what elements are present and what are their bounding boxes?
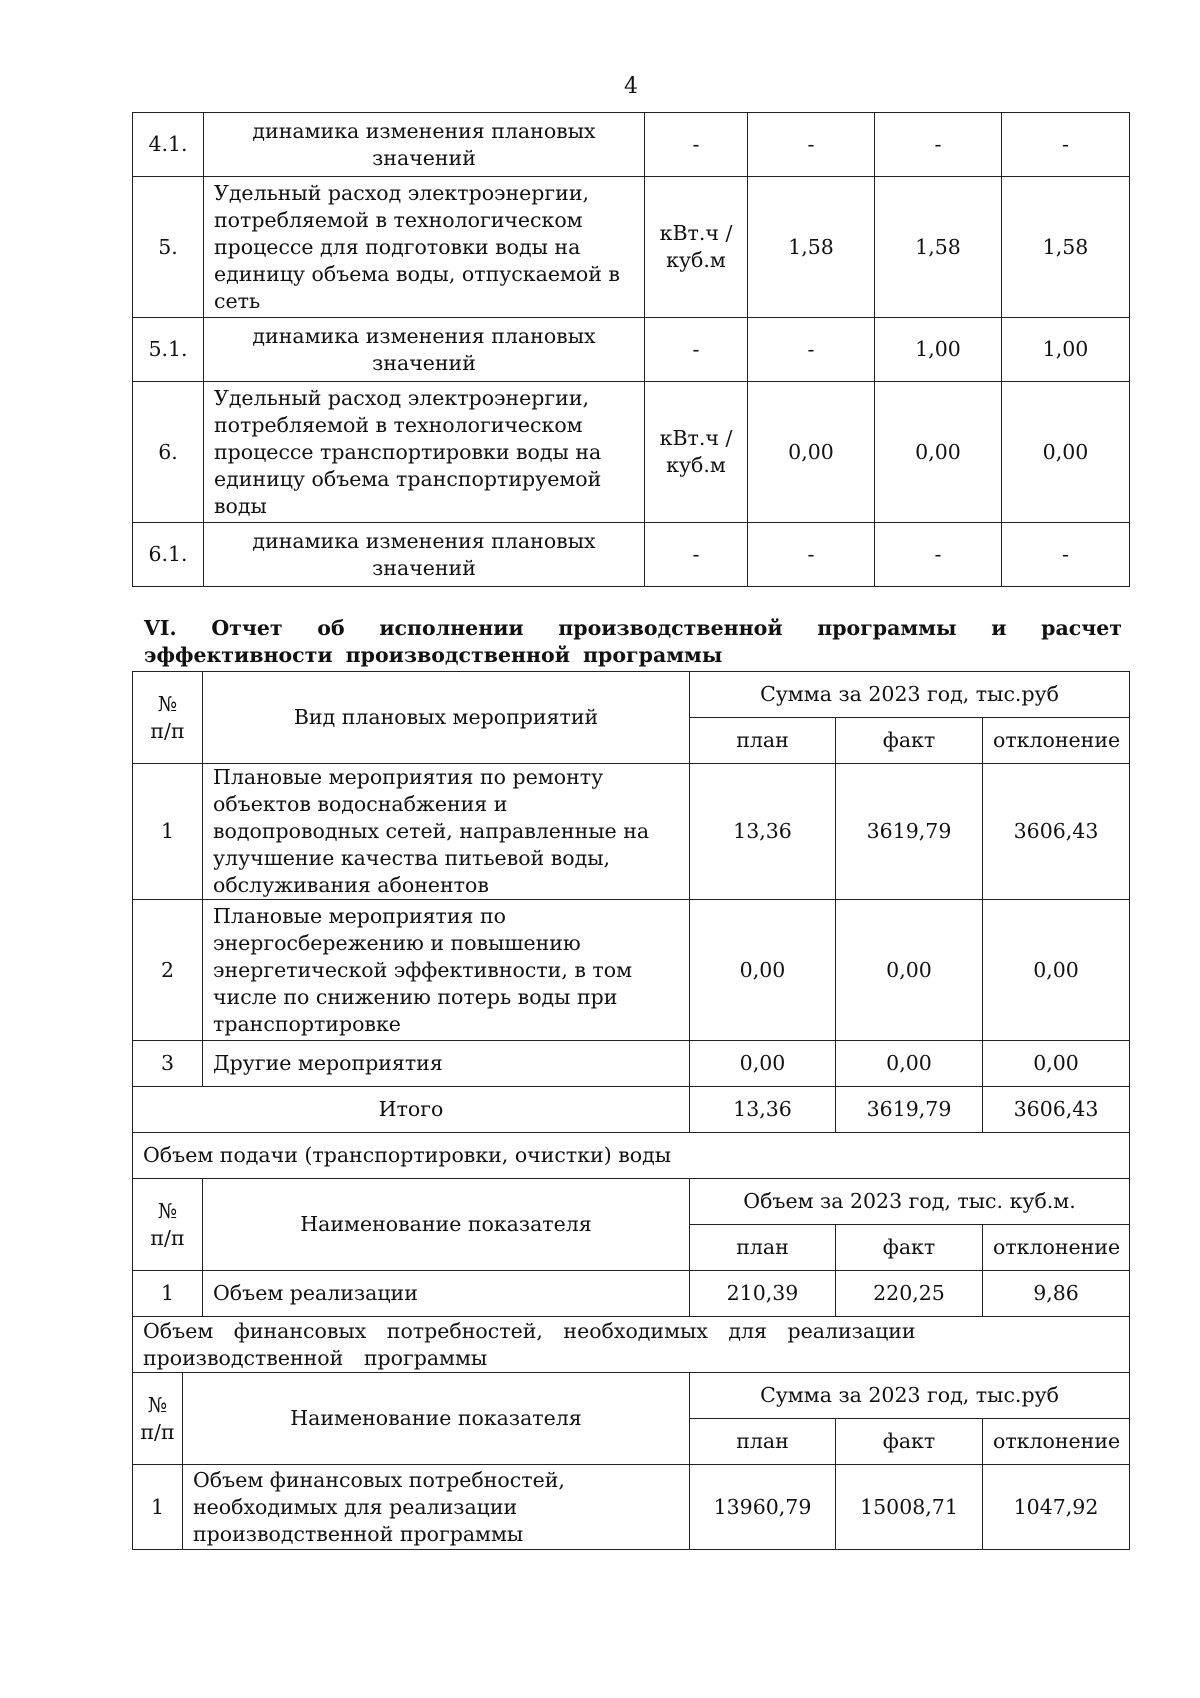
indicator-name: динамика изменения плановых значений: [204, 318, 645, 382]
header-plan: план: [690, 718, 836, 764]
deviation-value: 0,00: [983, 1041, 1130, 1087]
total-plan: 13,36: [690, 1087, 836, 1133]
table-header-row: [133, 1373, 1130, 1419]
value-cell: -: [1002, 113, 1130, 177]
header-fact: факт: [836, 718, 983, 764]
header-fact: факт: [836, 1419, 983, 1465]
table-row: [133, 1041, 1130, 1087]
unit: -: [645, 523, 748, 587]
plan-value: 13,36: [690, 764, 836, 900]
activity-name: Другие мероприятия: [203, 1041, 690, 1087]
row-number: 1: [133, 1465, 183, 1550]
header-number: № п/п: [133, 1179, 203, 1271]
value-cell: 0,00: [875, 382, 1002, 523]
activity-name: Плановые мероприятия по ремонту объектов водоснабжения и водопроводных сетей, направленные на улучшение качества питьевой воды, обслуживания абонентов: [203, 764, 690, 900]
table-row: [133, 523, 1130, 587]
header-plan: план: [690, 1419, 836, 1465]
table-row: [133, 318, 1130, 382]
value-cell: 1,58: [748, 177, 875, 318]
unit: кВт.ч / куб.м: [645, 382, 748, 523]
value-cell: 1,00: [875, 318, 1002, 382]
indicator-name: динамика изменения плановых значений: [204, 113, 645, 177]
header-number: № п/п: [133, 1373, 183, 1465]
plan-value: 0,00: [690, 900, 836, 1041]
volume-caption-row: [133, 1133, 1130, 1179]
plan-value: 13960,79: [690, 1465, 836, 1550]
header-indicator-name: Наименование показателя: [183, 1373, 690, 1465]
value-cell: 1,58: [1002, 177, 1130, 318]
table-row: [133, 177, 1130, 318]
deviation-value: 1047,92: [983, 1465, 1130, 1550]
header-number: № п/п: [133, 672, 203, 764]
deviation-value: 0,00: [983, 900, 1130, 1041]
report-table: [132, 671, 1130, 1550]
row-number: 2: [133, 900, 203, 1041]
value-cell: 0,00: [1002, 382, 1130, 523]
fact-value: 0,00: [836, 900, 983, 1041]
header-deviation: отклонение: [983, 1419, 1130, 1465]
total-row: [133, 1087, 1130, 1133]
table-row: [133, 382, 1130, 523]
value-cell: -: [875, 113, 1002, 177]
row-number: 5.: [133, 177, 204, 318]
table-row: [133, 113, 1130, 177]
fact-value: 3619,79: [836, 764, 983, 900]
indicator-name: динамика изменения плановых значений: [204, 523, 645, 587]
fact-value: 220,25: [836, 1271, 983, 1317]
table-header-row: [133, 672, 1130, 718]
value-cell: 0,00: [748, 382, 875, 523]
value-cell: 1,00: [1002, 318, 1130, 382]
table-header-row: [133, 1179, 1130, 1225]
table-row: [133, 1465, 1130, 1550]
indicators-table: [132, 112, 1130, 587]
deviation-value: 9,86: [983, 1271, 1130, 1317]
header-indicator-name: Наименование показателя: [203, 1179, 690, 1271]
page-number: 4: [624, 74, 638, 99]
total-fact: 3619,79: [836, 1087, 983, 1133]
header-volume: Объем за 2023 год, тыс. куб.м.: [690, 1179, 1130, 1225]
value-cell: -: [1002, 523, 1130, 587]
row-number: 6.: [133, 382, 204, 523]
table-row: [133, 1271, 1130, 1317]
volume-caption: Объем подачи (транспортировки, очистки) воды: [133, 1133, 1130, 1179]
value-cell: -: [875, 523, 1002, 587]
plan-value: 210,39: [690, 1271, 836, 1317]
row-number: 4.1.: [133, 113, 204, 177]
header-fact: факт: [836, 1225, 983, 1271]
header-sum: Сумма за 2023 год, тыс.руб: [690, 1373, 1130, 1419]
header-plan: план: [690, 1225, 836, 1271]
row-number: 5.1.: [133, 318, 204, 382]
total-label: Итого: [133, 1087, 690, 1133]
row-number: 3: [133, 1041, 203, 1087]
indicator-name: Удельный расход электроэнергии, потребляемой в технологическом процессе для подготовки воды на единицу объема воды, отпускаемой в сеть: [204, 177, 645, 318]
indicator-name: Удельный расход электроэнергии, потребляемой в технологическом процессе транспортировки воды на единицу объема транспортируемой воды: [204, 382, 645, 523]
fact-value: 15008,71: [836, 1465, 983, 1550]
table-row: [133, 900, 1130, 1041]
section-title: VI. Отчет об исполнении производственной программы и расчет эффективности производственной программы: [144, 616, 1122, 667]
plan-value: 0,00: [690, 1041, 836, 1087]
activity-name: Плановые мероприятия по энергосбережению и повышению энергетической эффективности, в том числе по снижению потерь воды при транспортировке: [203, 900, 690, 1041]
deviation-value: 3606,43: [983, 764, 1130, 900]
value-cell: 1,58: [875, 177, 1002, 318]
unit: -: [645, 318, 748, 382]
finance-caption: Объем финансовых потребностей, необходимых для реализации производственной программы: [133, 1317, 1130, 1373]
row-number: 1: [133, 764, 203, 900]
finance-caption-row: [133, 1317, 1130, 1373]
total-deviation: 3606,43: [983, 1087, 1130, 1133]
row-number: 6.1.: [133, 523, 204, 587]
indicator-name: Объем реализации: [203, 1271, 690, 1317]
unit: -: [645, 113, 748, 177]
value-cell: -: [748, 318, 875, 382]
value-cell: -: [748, 113, 875, 177]
row-number: 1: [133, 1271, 203, 1317]
indicator-name: Объем финансовых потребностей, необходимых для реализации производственной программы: [183, 1465, 690, 1550]
unit: кВт.ч / куб.м: [645, 177, 748, 318]
header-deviation: отклонение: [983, 1225, 1130, 1271]
table-row: [133, 764, 1130, 900]
value-cell: -: [748, 523, 875, 587]
header-deviation: отклонение: [983, 718, 1130, 764]
header-sum: Сумма за 2023 год, тыс.руб: [690, 672, 1130, 718]
header-activity-type: Вид плановых мероприятий: [203, 672, 690, 764]
fact-value: 0,00: [836, 1041, 983, 1087]
